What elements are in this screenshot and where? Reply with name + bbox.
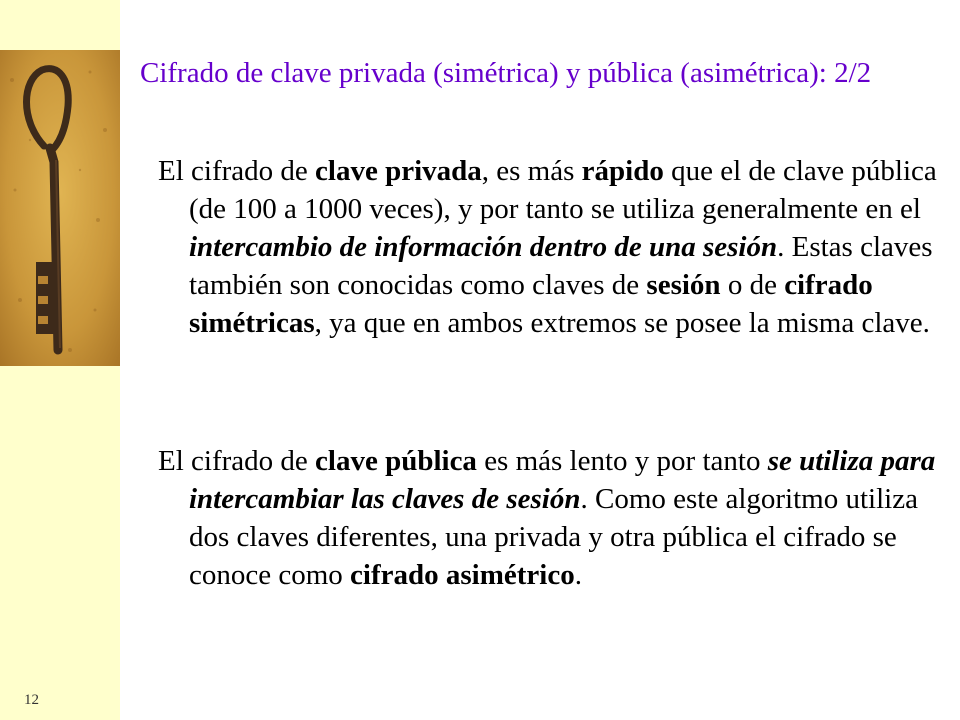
text-segment: . Como este algoritmo utiliza dos claves diferentes, una privada y otra pública el cifrado se conoce como [189,483,918,591]
paragraph-private-key [158,152,960,342]
text-segment: o de [720,269,785,301]
emphasis-intercambio-sesion: intercambio de información dentro de una sesión [189,231,778,263]
emphasis-cifrado-simetricas: cifrado simétricas [189,269,873,339]
text-segment: , ya que en ambos extremos se posee la misma clave. [314,307,930,339]
emphasis-sesion: sesión [646,269,721,301]
slide-title: Cifrado de clave privada (simétrica) y pública (asimétrica): 2/2 [140,57,872,89]
emphasis-clave-privada: clave privada [315,155,482,187]
emphasis-rapido: rápido [581,155,664,187]
text-segment: El cifrado de [158,445,316,477]
text-segment: , es más [481,155,582,187]
text-segment: El cifrado de [158,155,316,187]
text-segment: es más lento y por tanto [476,445,768,477]
text-segment: . [574,559,582,591]
emphasis-cifrado-asimetrico: cifrado asimétrico [350,559,575,591]
paragraph-public-key [158,442,960,594]
emphasis-intercambiar-claves: se utiliza para intercambiar las claves de sesión [189,445,936,515]
slide-sidebar [0,0,120,720]
key-icon [0,50,120,366]
emphasis-clave-publica: clave pública [315,445,477,477]
page-number: 12 [24,692,39,708]
text-segment: . Estas claves también son conocidas como claves de [189,231,933,301]
text-segment: que el de clave pública (de 100 a 1000 veces), y por tanto se utiliza generalmente en el [189,155,937,225]
